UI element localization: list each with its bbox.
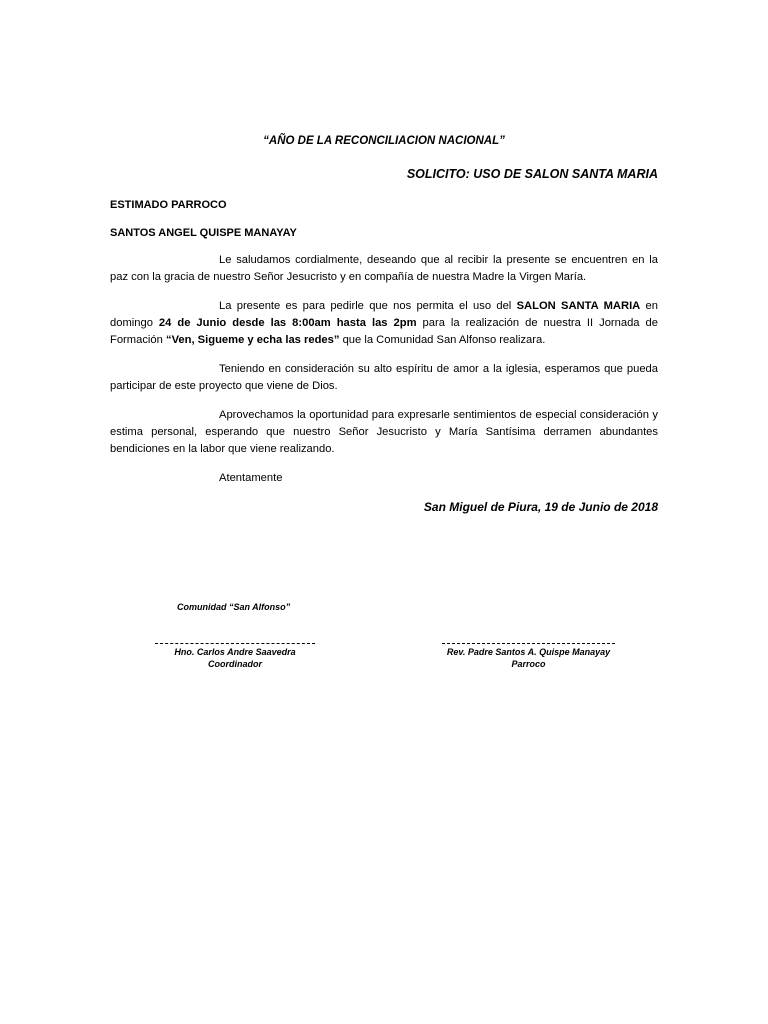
recipient-name: SANTOS ANGEL QUISPE MANAYAY: [110, 227, 297, 239]
request-text: La presente es para pedirle que nos permita el uso del: [219, 300, 517, 312]
paragraph-invitation: Teniendo en consideración su alto espíritu de amor a la iglesia, esperamos que pueda participar de este proyecto que viene de Dios.: [110, 363, 658, 392]
signature-line: [442, 643, 615, 644]
signer-role: Coordinador: [208, 659, 262, 669]
event-title: “Ven, Sigueme y echa las redes”: [165, 334, 340, 346]
paragraph-greeting: Le saludamos cordialmente, deseando que al recibir la presente se encuentren en la paz con la gracia de nuestro Señor Jesucristo y en compañía de nuestra Madre la Virgen María.: [110, 254, 658, 283]
signature-block-parroco: [442, 643, 615, 670]
place-date: San Miguel de Piura, 19 de Junio de 2018: [423, 500, 658, 514]
signer-name: Hno. Carlos Andre Saavedra: [174, 647, 296, 657]
request-text: para la realización de nuestra II Jornada de Formación: [110, 317, 658, 346]
signer-role: Parroco: [511, 659, 546, 669]
request-text: en domingo: [110, 300, 658, 329]
salutation: ESTIMADO PARROCO: [110, 199, 227, 211]
paragraph-request: [110, 298, 658, 349]
letter-subject: SOLICITO: USO DE SALON SANTA MARIA: [406, 167, 658, 181]
request-text: que la Comunidad San Alfonso realizara.: [339, 334, 546, 346]
signature-block-coordinator: [155, 643, 315, 670]
closing-phrase: Atentamente: [219, 472, 283, 484]
paragraph-farewell: Aprovechamos la oportunidad para expresarle sentimientos de especial consideración y estima personal, esperando que nuestro Señor Jesucristo y María Santísima derramen abundantes bendiciones en la labor que viene realizando.: [110, 409, 658, 455]
event-datetime: 24 de Junio desde las 8:00am hasta las 2pm: [158, 317, 417, 329]
venue-name: SALON SANTA MARIA: [516, 300, 641, 312]
community-name: Comunidad “San Alfonso”: [177, 602, 291, 612]
signer-name: Rev. Padre Santos A. Quispe Manayay: [446, 647, 611, 657]
signature-line: [155, 643, 315, 644]
letter-motto: “AÑO DE LA RECONCILIACION NACIONAL”: [263, 135, 505, 147]
